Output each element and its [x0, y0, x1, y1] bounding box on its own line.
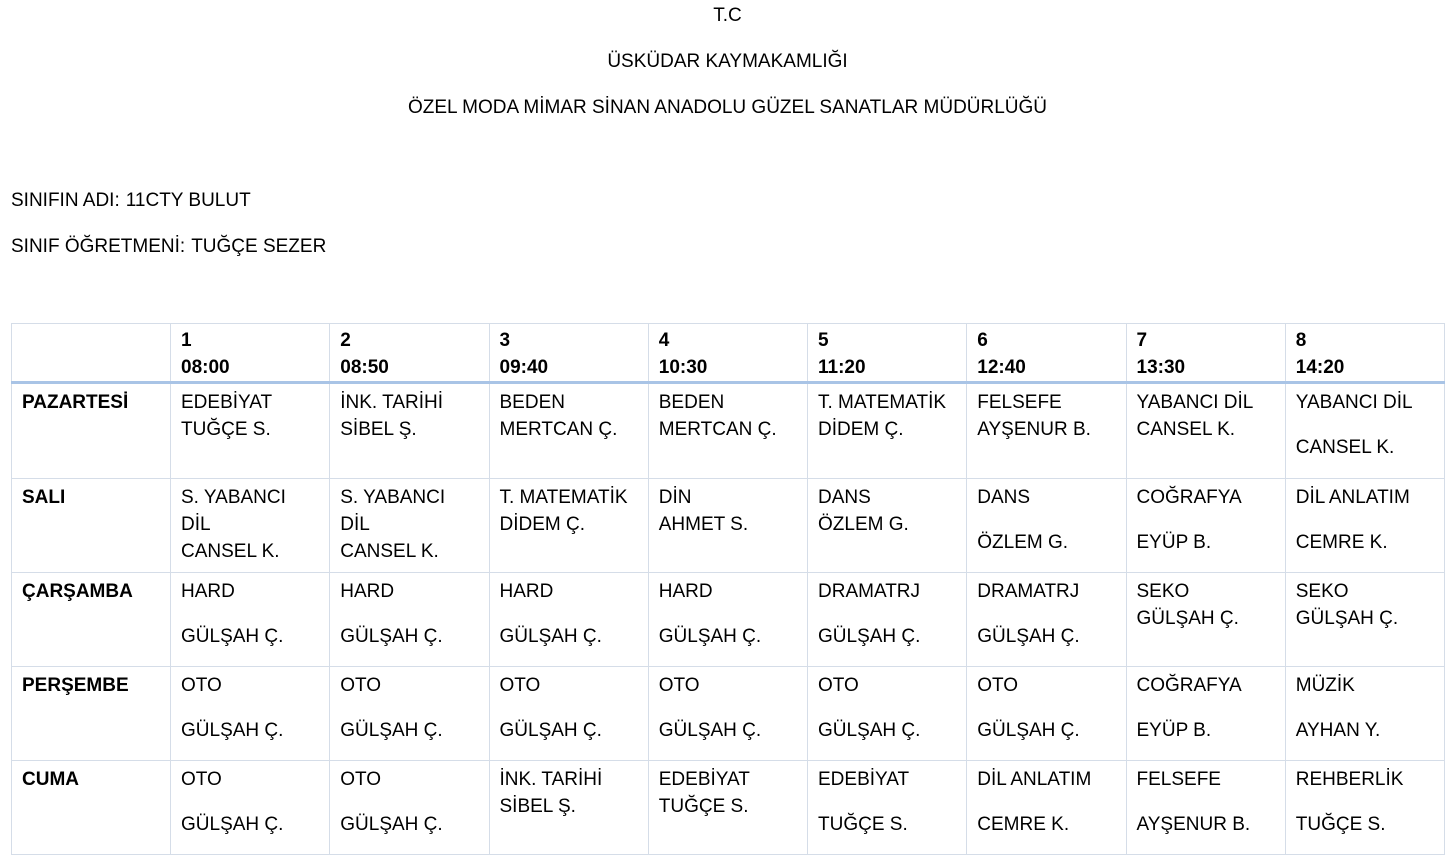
- teacher-name: MERTCAN Ç.: [499, 419, 618, 440]
- lesson-name: BEDEN: [658, 392, 725, 413]
- period-time: 10:30: [658, 357, 708, 378]
- lesson-name: HARD: [499, 581, 554, 602]
- lesson-cell: [1285, 479, 1444, 573]
- lesson-cell: [330, 761, 489, 855]
- lesson-cell: [1126, 479, 1285, 573]
- teacher-name: DİDEM Ç.: [818, 419, 904, 440]
- day-name: PAZARTESİ: [12, 383, 171, 479]
- day-row: [12, 761, 1445, 855]
- lesson-cell: [489, 761, 648, 855]
- teacher-name: GÜLŞAH Ç.: [181, 814, 284, 835]
- lesson-cell: [648, 761, 807, 855]
- lesson-name: EDEBİYAT: [181, 392, 273, 413]
- lesson-name: T. MATEMATİK: [818, 392, 947, 413]
- schedule-table: [11, 323, 1445, 855]
- period-number: 3: [499, 330, 511, 351]
- teacher-name: MERTCAN Ç.: [658, 419, 777, 440]
- lesson-name: DİN: [658, 487, 692, 508]
- lesson-cell: [171, 761, 330, 855]
- teacher-name: EYÜP B.: [1136, 720, 1212, 741]
- teacher-name: SİBEL Ş.: [340, 419, 417, 440]
- period-header-row: [12, 324, 1445, 383]
- header-kaymakamlik: ÜSKÜDAR KAYMAKAMLIĞI: [607, 51, 848, 72]
- teacher-name: GÜLŞAH Ç.: [658, 720, 762, 741]
- lesson-cell: [967, 383, 1126, 479]
- lesson-cell: [1285, 573, 1444, 667]
- cell-spacer: [1296, 699, 1434, 717]
- teacher-name: GÜLŞAH Ç.: [340, 720, 443, 741]
- teacher-name: GÜLŞAH Ç.: [1295, 608, 1399, 629]
- teacher-name: GÜLŞAH Ç.: [181, 626, 284, 647]
- cell-spacer: [340, 793, 478, 811]
- class-name-label: SINIFIN ADI:: [11, 190, 120, 211]
- cell-spacer: [659, 605, 797, 623]
- lesson-cell: [1126, 573, 1285, 667]
- day-row: [12, 667, 1445, 761]
- lesson-name: SEKO: [1136, 581, 1190, 602]
- cell-spacer: [659, 699, 797, 717]
- period-header: [330, 324, 489, 383]
- cell-spacer: [818, 605, 956, 623]
- lesson-cell: [1285, 761, 1444, 855]
- teacher-name: GÜLŞAH Ç.: [499, 720, 602, 741]
- lesson-name: DRAMATRJ: [818, 581, 921, 602]
- lesson-cell: [967, 761, 1126, 855]
- day-row: [12, 383, 1445, 479]
- teacher-name: TUĞÇE S.: [1295, 814, 1386, 835]
- teacher-name: GÜLŞAH Ç.: [499, 626, 602, 647]
- teacher-name: GÜLŞAH Ç.: [340, 626, 443, 647]
- cell-spacer: [1137, 793, 1275, 811]
- period-header: [1285, 324, 1444, 383]
- period-number: 7: [1136, 330, 1148, 351]
- teacher-name: AYHAN Y.: [1295, 720, 1381, 741]
- cell-spacer: [181, 793, 319, 811]
- lesson-name: YABANCI DİL: [1295, 392, 1413, 413]
- lesson-cell: [967, 573, 1126, 667]
- teacher-name: GÜLŞAH Ç.: [977, 720, 1080, 741]
- lesson-cell: [171, 479, 330, 573]
- lesson-name: OTO: [658, 675, 700, 696]
- period-time: 08:00: [181, 357, 230, 378]
- teacher-name: TUĞÇE S.: [181, 419, 271, 440]
- lesson-name: OTO: [340, 675, 382, 696]
- lesson-name: DANS: [818, 487, 871, 508]
- lesson-name: OTO: [818, 675, 859, 696]
- lesson-name: REHBERLİK: [1295, 769, 1404, 790]
- class-teacher-value: TUĞÇE SEZER: [191, 236, 327, 257]
- lesson-cell: [808, 761, 967, 855]
- teacher-name: CANSEL K.: [340, 541, 439, 562]
- lesson-cell: [808, 573, 967, 667]
- teacher-name: DİDEM Ç.: [499, 514, 585, 535]
- class-teacher-label: SINIF ÖĞRETMENİ:: [11, 236, 186, 257]
- lesson-cell: [330, 479, 489, 573]
- lesson-cell: [489, 667, 648, 761]
- day-name: CUMA: [12, 761, 171, 855]
- lesson-name: HARD: [658, 581, 713, 602]
- lesson-cell: [648, 667, 807, 761]
- cell-spacer: [818, 793, 956, 811]
- cell-spacer: [977, 605, 1115, 623]
- teacher-name: GÜLŞAH Ç.: [818, 720, 921, 741]
- period-time: 13:30: [1136, 357, 1186, 378]
- cell-spacer: [340, 699, 478, 717]
- lesson-cell: [1126, 761, 1285, 855]
- lesson-name: OTO: [181, 675, 222, 696]
- teacher-name: ÖZLEM G.: [818, 514, 909, 535]
- lesson-name: İNK. TARİHİ: [499, 769, 603, 790]
- period-number: 5: [818, 330, 829, 351]
- header-school-name: ÖZEL MODA MİMAR SİNAN ANADOLU GÜZEL SANATLAR MÜDÜRLÜĞÜ: [407, 97, 1048, 118]
- lesson-name: COĞRAFYA: [1136, 487, 1242, 508]
- lesson-name: COĞRAFYA: [1136, 675, 1242, 696]
- teacher-name: AYŞENUR B.: [977, 419, 1091, 440]
- day-name: ÇARŞAMBA: [12, 573, 171, 667]
- lesson-name: DİL ANLATIM: [977, 769, 1092, 790]
- lesson-name: DANS: [977, 487, 1031, 508]
- teacher-name: GÜLŞAH Ç.: [181, 720, 284, 741]
- teacher-name: CANSEL K.: [181, 541, 280, 562]
- lesson-name: YABANCI DİL: [1136, 392, 1254, 413]
- period-time: 12:40: [977, 357, 1026, 378]
- period-time: 11:20: [818, 357, 866, 378]
- lesson-name: DRAMATRJ: [977, 581, 1080, 602]
- period-header: [489, 324, 648, 383]
- class-name-value: 11CTY BULUT: [125, 190, 251, 211]
- teacher-name: CEMRE K.: [977, 814, 1070, 835]
- lesson-name: FELSEFE: [1136, 769, 1221, 790]
- period-time: 09:40: [499, 357, 549, 378]
- lesson-cell: [808, 383, 967, 479]
- teacher-name: TUĞÇE S.: [658, 796, 749, 817]
- period-header: [967, 324, 1126, 383]
- period-time: 14:20: [1295, 357, 1345, 378]
- day-name: SALI: [12, 479, 171, 573]
- lesson-name: EDEBİYAT: [818, 769, 910, 790]
- period-number: 8: [1295, 330, 1307, 351]
- lesson-name: T. MATEMATİK: [499, 487, 628, 508]
- lesson-cell: [648, 479, 807, 573]
- teacher-name: CANSEL K.: [1136, 419, 1236, 440]
- lesson-cell: [648, 573, 807, 667]
- cell-spacer: [977, 511, 1115, 529]
- cell-spacer: [181, 699, 319, 717]
- teacher-name: CANSEL K.: [1295, 437, 1395, 458]
- header-tc: T.C: [713, 5, 742, 26]
- lesson-cell: [808, 479, 967, 573]
- lesson-cell: [1285, 667, 1444, 761]
- day-row: [12, 479, 1445, 573]
- lesson-name: S. YABANCI DİL: [340, 487, 446, 535]
- teacher-name: GÜLŞAH Ç.: [1136, 608, 1239, 629]
- corner-cell: [12, 324, 171, 383]
- period-header: [808, 324, 967, 383]
- teacher-name: AHMET S.: [658, 514, 749, 535]
- period-number: 1: [181, 330, 192, 351]
- lesson-name: OTO: [181, 769, 222, 790]
- cell-spacer: [1296, 511, 1434, 529]
- lesson-cell: [967, 479, 1126, 573]
- lesson-cell: [1126, 667, 1285, 761]
- lesson-name: OTO: [499, 675, 541, 696]
- teacher-name: ÖZLEM G.: [977, 532, 1069, 553]
- teacher-name: CEMRE K.: [1295, 532, 1388, 553]
- period-number: 2: [340, 330, 351, 351]
- cell-spacer: [1137, 699, 1275, 717]
- lesson-name: HARD: [340, 581, 395, 602]
- period-number: 4: [658, 330, 670, 351]
- lesson-name: S. YABANCI DİL: [181, 487, 286, 535]
- lesson-name: SEKO: [1295, 581, 1349, 602]
- lesson-cell: [330, 667, 489, 761]
- lesson-name: DİL ANLATIM: [1295, 487, 1410, 508]
- cell-spacer: [181, 605, 319, 623]
- class-teacher-line: [11, 236, 326, 258]
- teacher-name: GÜLŞAH Ç.: [818, 626, 921, 647]
- day-row: [12, 573, 1445, 667]
- cell-spacer: [500, 699, 638, 717]
- cell-spacer: [1296, 793, 1434, 811]
- period-number: 6: [977, 330, 988, 351]
- class-name-line: [11, 190, 251, 212]
- lesson-cell: [489, 479, 648, 573]
- cell-spacer: [818, 699, 956, 717]
- lesson-cell: [648, 383, 807, 479]
- lesson-name: OTO: [977, 675, 1019, 696]
- lesson-name: OTO: [340, 769, 382, 790]
- lesson-cell: [967, 667, 1126, 761]
- lesson-cell: [171, 383, 330, 479]
- lesson-cell: [330, 573, 489, 667]
- lesson-name: MÜZİK: [1295, 675, 1355, 696]
- teacher-name: GÜLŞAH Ç.: [658, 626, 762, 647]
- cell-spacer: [1137, 511, 1275, 529]
- lesson-name: EDEBİYAT: [658, 769, 750, 790]
- lesson-name: BEDEN: [499, 392, 565, 413]
- period-header: [171, 324, 330, 383]
- period-time: 08:50: [340, 357, 389, 378]
- teacher-name: TUĞÇE S.: [818, 814, 908, 835]
- lesson-cell: [330, 383, 489, 479]
- day-name: PERŞEMBE: [12, 667, 171, 761]
- lesson-name: İNK. TARİHİ: [340, 392, 444, 413]
- lesson-name: HARD: [181, 581, 235, 602]
- cell-spacer: [977, 793, 1115, 811]
- lesson-name: FELSEFE: [977, 392, 1062, 413]
- cell-spacer: [500, 605, 638, 623]
- cell-spacer: [1296, 416, 1434, 434]
- cell-spacer: [340, 605, 478, 623]
- lesson-cell: [1285, 383, 1444, 479]
- teacher-name: SİBEL Ş.: [499, 796, 576, 817]
- teacher-name: EYÜP B.: [1136, 532, 1212, 553]
- teacher-name: GÜLŞAH Ç.: [340, 814, 443, 835]
- teacher-name: GÜLŞAH Ç.: [977, 626, 1080, 647]
- lesson-cell: [171, 667, 330, 761]
- lesson-cell: [489, 383, 648, 479]
- period-header: [648, 324, 807, 383]
- lesson-cell: [489, 573, 648, 667]
- teacher-name: AYŞENUR B.: [1136, 814, 1251, 835]
- lesson-cell: [1126, 383, 1285, 479]
- lesson-cell: [808, 667, 967, 761]
- lesson-cell: [171, 573, 330, 667]
- cell-spacer: [977, 699, 1115, 717]
- period-header: [1126, 324, 1285, 383]
